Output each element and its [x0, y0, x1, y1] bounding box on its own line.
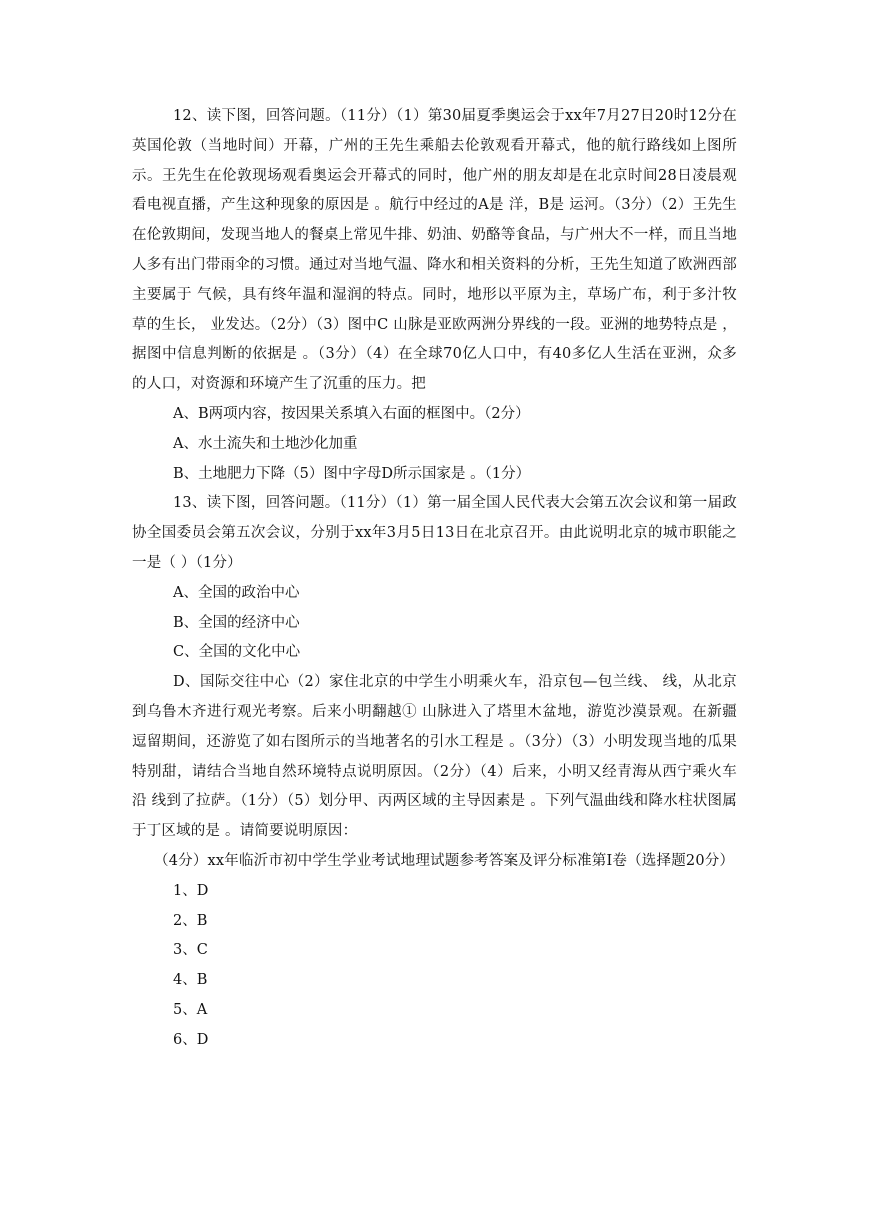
answer-item-3: 3、C [173, 942, 208, 959]
question-12-option-b: B、土地肥力下降（5）图中字母D所示国家是 。（1分） [173, 465, 531, 482]
question-12-paragraph: 12、读下图，回答问题。（11分）（1）第30届夏季奥运会于xx年7月27日20时12分在英国伦敦（当地时间）开幕，广州的王先生乘船去伦敦观看开幕式，他的航行路线如上图所示。王先生在伦敦现场观看奥运会开幕式的同时，他广州的朋友却是在北京时间28日凌晨观看电视直播，产生这种现象的原因是 。航行中经过的A是 洋，B是 运河。（3分）（2）王先生在伦敦期间，发现当地人的餐桌上常见牛排、奶油、奶酪等食品，与广州大不一样，而且当地人多有出门带雨伞的习惯。通过对当地气温、降水和相关资料的分析，王先生知道了欧洲西部主要属于 气候，具有终年温和湿润的特点。同时，地形以平原为主，草场广布，利于多汁牧草的生长， 业发达。（2分）（3）图中C 山脉是亚欧两洲分界线的一段。亚洲的地势特点是 ，据图中信息判断的依据是 。（3分）（4）在全球70亿人口中，有40多亿人生活在亚洲，众多的人口，对资源和环境产生了沉重的压力。把 [132, 108, 737, 393]
answer-item-2: 2、B [173, 912, 208, 929]
question-12-option-a: A、水土流失和土地沙化加重 [173, 435, 358, 452]
question-13-option-c: C、全国的文化中心 [173, 644, 301, 661]
question-13-option-b: B、全国的经济中心 [173, 614, 300, 631]
question-13-continued-paragraph: D、国际交往中心（2）家住北京的中学生小明乘火车，沿京包—包兰线、 线，从北京到乌鲁木齐进行观光考察。后来小明翻越① 山脉进入了塔里木盆地，游览沙漠景观。在新疆逗留期间，还游览了如右图所示的当地著名的引水工程是 。（3分）（3）小明发现当地的瓜果特别甜，请结合当地自然环境特点说明原因。（2分）（4）后来，小明又经青海从西宁乘火车沿 线到了拉萨。（1分）（5）划分甲、丙两区域的主导因素是 。下列气温曲线和降水柱状图属于丁区域的是 。请简要说明原因： [132, 674, 737, 840]
question-13-option-a: A、全国的政治中心 [173, 584, 300, 601]
answer-key-heading: （4分）xx年临沂市初中学生学业考试地理试题参考答案及评分标准第Ⅰ卷（选择题20分） [154, 852, 735, 869]
question-13-paragraph: 13、读下图，回答问题。（11分）（1）第一届全国人民代表大会第五次会议和第一届政协全国委员会第五次会议，分别于xx年3月5日13日在北京召开。由此说明北京的城市职能之一是（ ）（1分） [132, 495, 737, 571]
answer-item-6: 6、D [173, 1031, 209, 1048]
document-body [132, 102, 737, 1056]
question-12-instruction-line: A、B两项内容，按因果关系填入右面的框图中。（2分） [173, 405, 530, 422]
answer-item-5: 5、A [173, 1001, 208, 1018]
answer-item-4: 4、B [173, 972, 208, 989]
answer-item-1: 1、D [173, 882, 209, 899]
